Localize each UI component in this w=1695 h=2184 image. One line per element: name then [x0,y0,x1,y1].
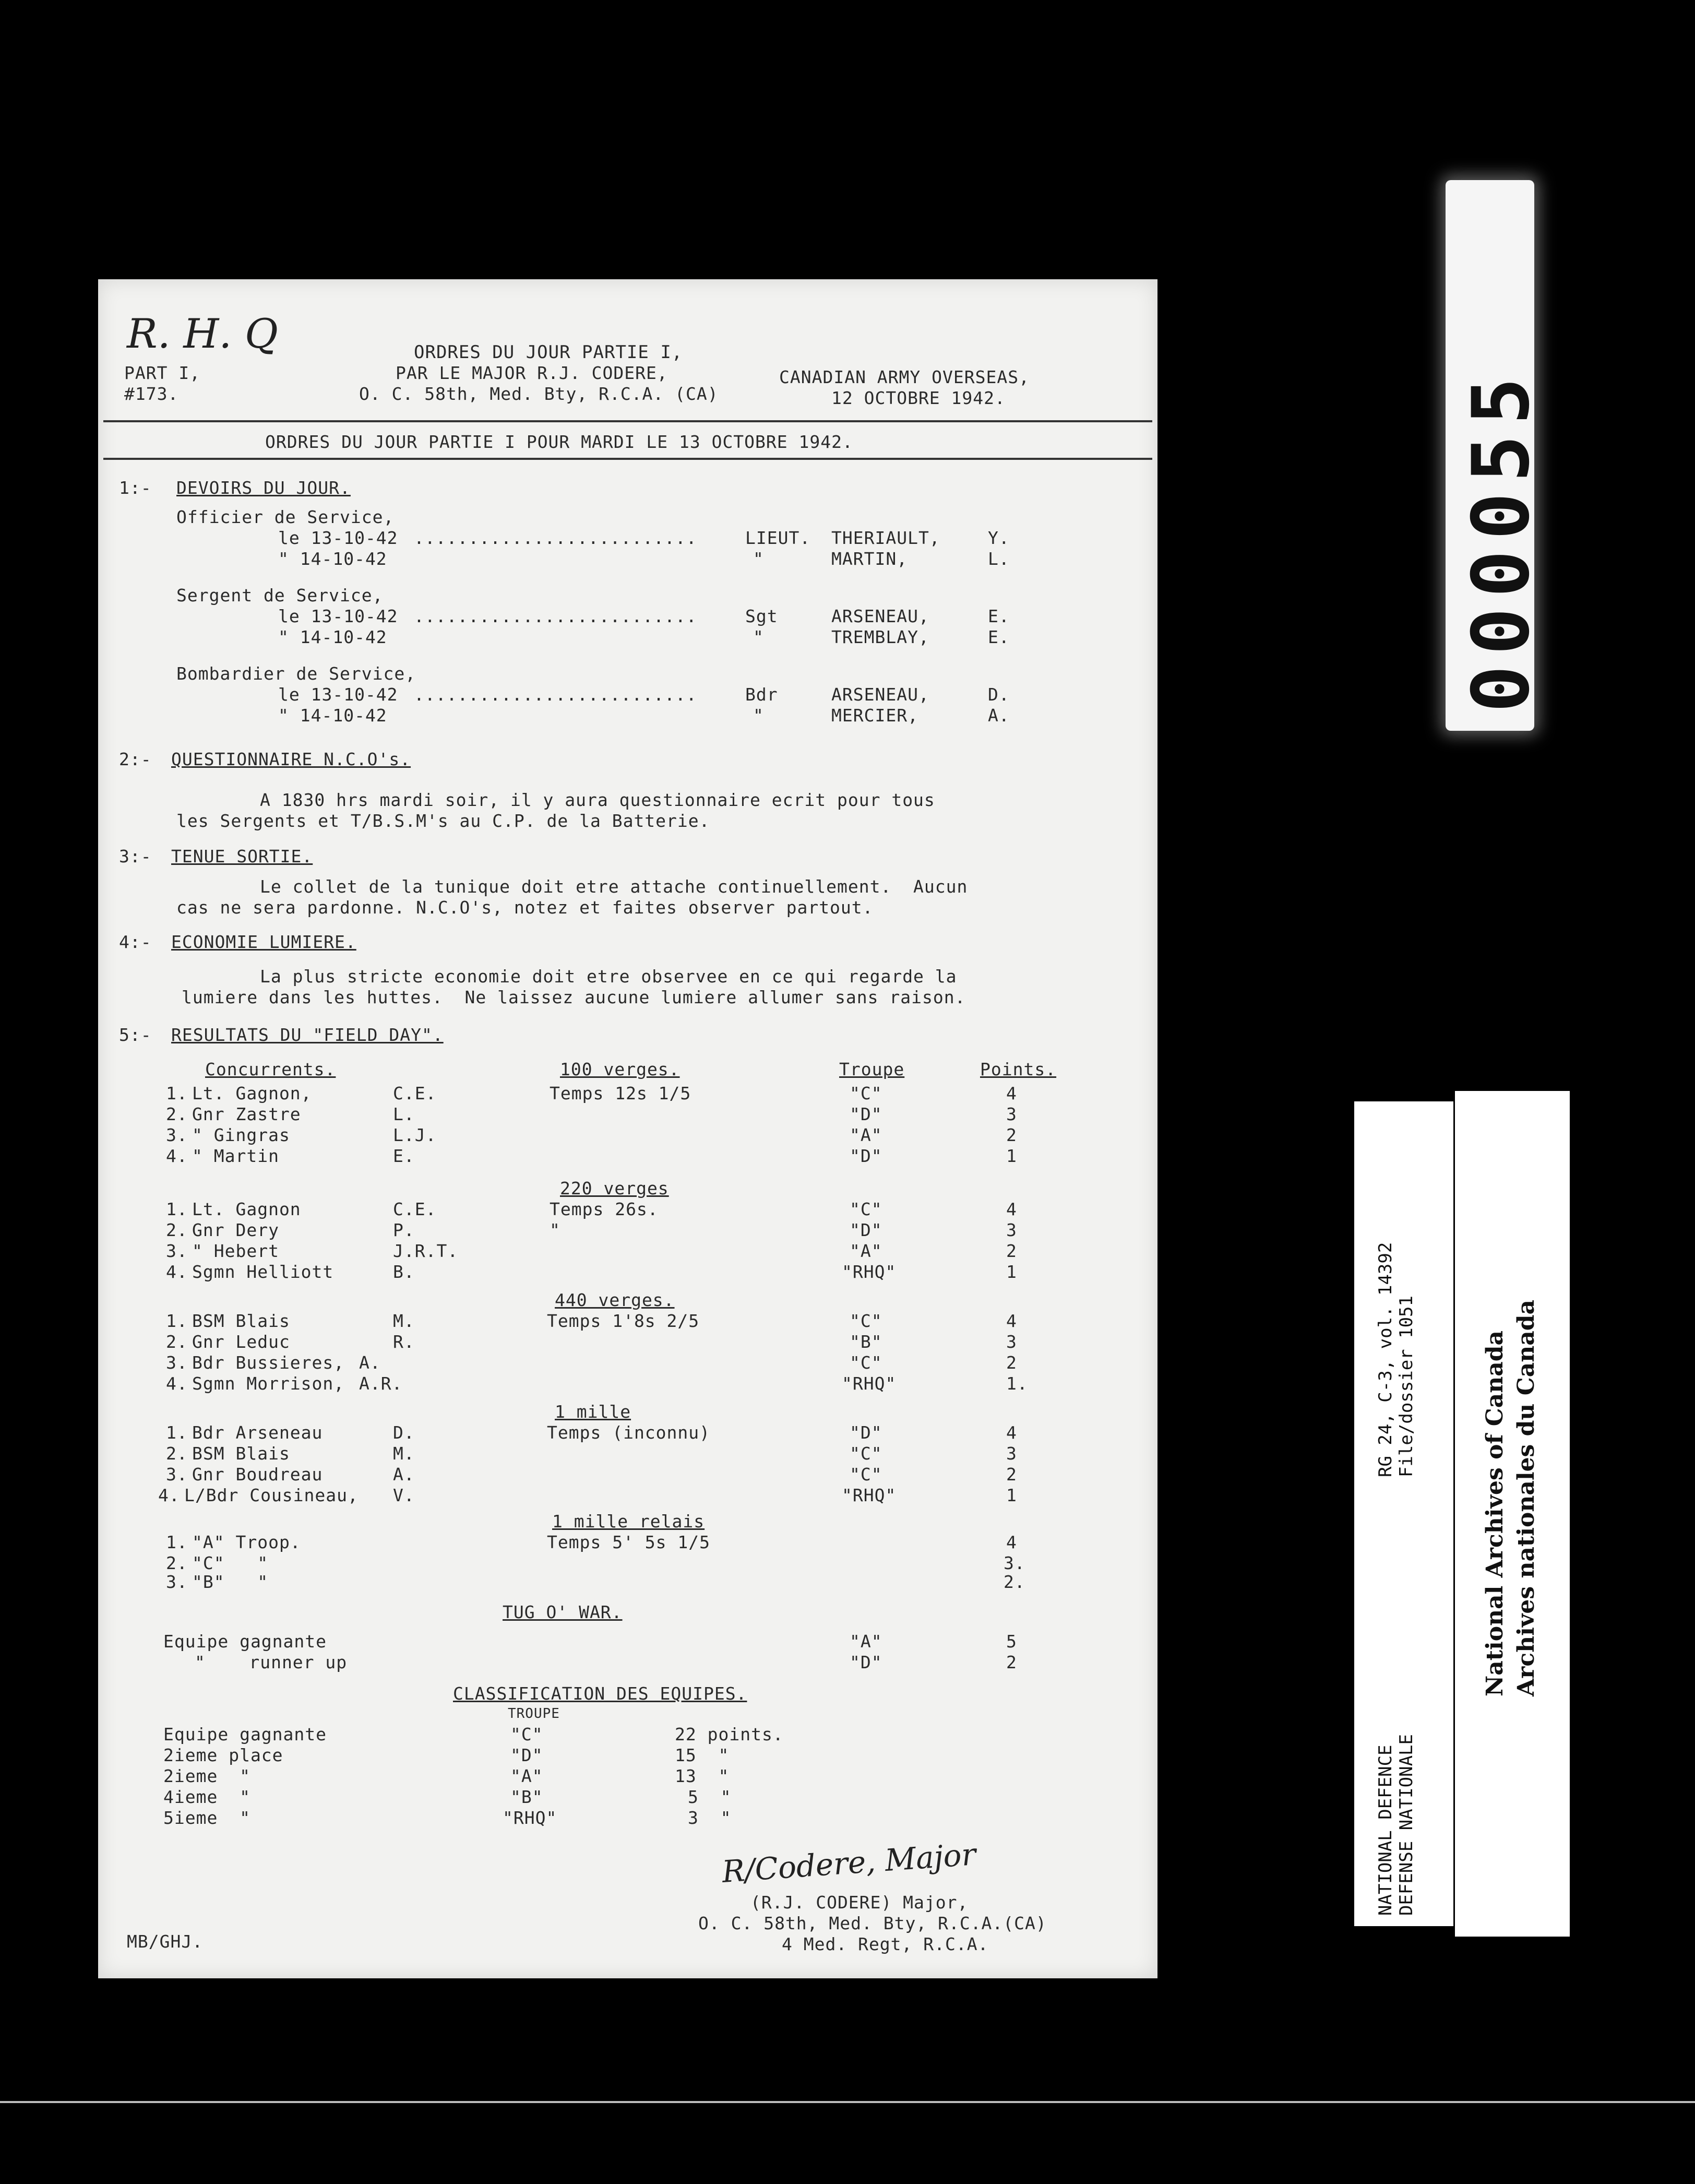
result-rank: 4. [166,1262,188,1282]
duty-group-title: Bombardier de Service, [176,663,416,684]
classification-troop: "B" [510,1787,543,1807]
duty-initial: E. [988,627,1010,647]
classification-troop: "RHQ" [503,1808,557,1828]
archives-name-fr: Archives nationales du Canada [1513,1299,1539,1696]
result-points: 3 [1006,1332,1017,1352]
result-initials: A.R. [359,1373,403,1394]
classification-label: 4ieme " [163,1787,250,1807]
date-line: 12 OCTOBRE 1942. [831,388,1006,408]
classification-label: Equipe gagnante [163,1724,327,1744]
result-rank: 3. [166,1464,188,1485]
column-header-points: Points. [980,1059,1057,1079]
section-3-heading: TENUE SORTIE. [171,846,313,867]
classification-points: 22 points. [675,1724,784,1744]
classification-points: 15 " [675,1745,730,1765]
place-line: CANADIAN ARMY OVERSEAS, [779,367,1030,387]
result-name: " Hebert [192,1241,279,1261]
result-initials: C.E. [393,1083,437,1103]
result-name: Bdr Arseneau [192,1422,323,1443]
result-rank: 4. [158,1485,180,1505]
header-rule-bottom [103,458,1152,460]
result-points: 2 [1006,1464,1017,1485]
result-initials: M. [393,1311,415,1331]
duty-initial: L. [988,549,1010,569]
result-troop: "A" [850,1125,882,1145]
duty-initial: E. [988,606,1010,626]
duty-rank: Bdr [745,684,778,705]
classification-troop: "D" [510,1745,543,1765]
result-troop: "RHQ" [842,1373,897,1394]
column-header-troop: Troupe [839,1059,905,1079]
event-title: 100 verges. [560,1059,680,1079]
paragraph-line: La plus stricte economie doit etre observee en ce qui regarde la [260,966,957,987]
result-name: Bdr Bussieres, [192,1352,345,1373]
event-time: Temps 5' 5s 1/5 [547,1532,711,1552]
duty-date: " 14-10-42 [278,627,387,647]
event-time-ditto: " [550,1220,560,1240]
handwritten-tag: R. H. Q [127,311,278,358]
result-name: Lt. Gagnon [192,1199,301,1219]
document-subtitle: ORDRES DU JOUR PARTIE I POUR MARDI LE 13 OCTOBRE 1942. [265,432,853,452]
duty-name: THERIAULT, [831,528,940,548]
frame-number-label [1446,180,1547,731]
result-initials: A. [359,1352,381,1373]
archives-name-en: National Archives of Canada [1482,1330,1508,1696]
result-points: 4 [1006,1311,1017,1331]
result-name: Sgmn Morrison, [192,1373,345,1394]
result-points: 1 [1006,1262,1017,1282]
classification-label: 2ieme " [163,1766,250,1786]
section-3-number: 3:- [119,846,152,867]
result-points: 3. [1004,1553,1025,1573]
result-points: 2 [1006,1352,1017,1373]
result-troop: "D" [850,1104,882,1124]
result-rank: 1. [166,1532,188,1552]
paragraph-line: Le collet de la tunique doit etre attache continuellement. Aucun [260,876,968,897]
result-troop: "B" [850,1332,882,1352]
department-line: NATIONAL DEFENCE [1375,1744,1396,1916]
duty-name: ARSENEAU, [831,684,929,705]
result-initials: C.E. [393,1199,437,1219]
result-rank: 2. [166,1332,188,1352]
duty-rank: " [753,705,764,726]
duty-rank: " [753,627,764,647]
result-initials: R. [393,1332,415,1352]
section-1-number: 1:- [119,478,152,498]
result-name: Gnr Boudreau [192,1464,323,1485]
result-initials: A. [393,1464,415,1485]
section-4-number: 4:- [119,932,152,952]
tug-troop: "A" [850,1631,882,1652]
classification-points: 5 " [688,1787,732,1807]
duty-date: " 14-10-42 [278,549,387,569]
result-rank: 3. [166,1572,188,1592]
event-title: 1 mille relais [552,1511,705,1532]
result-initials: M. [393,1443,415,1464]
classification-troop-header: TROUPE [508,1706,560,1722]
tug-points: 5 [1006,1631,1017,1652]
result-rank: 2. [166,1553,188,1573]
result-name: " Gingras [192,1125,290,1145]
header-rule-top [103,420,1152,422]
classification-points: 13 " [675,1766,730,1786]
order-number: #173. [124,384,179,404]
result-troop: "C" [850,1352,882,1373]
result-name: BSM Blais [192,1443,290,1464]
paragraph-line: lumiere dans les huttes. Ne laissez aucune lumiere allumer sans raison. [182,987,966,1007]
event-title: 220 verges [560,1178,669,1198]
duty-dots: .......................... [414,684,697,705]
signature-unit: O. C. 58th, Med. Bty, R.C.A.(CA) [698,1913,1047,1933]
tug-points: 2 [1006,1652,1017,1672]
result-rank: 4. [166,1373,188,1394]
result-name: "B" " [192,1572,269,1592]
result-name: L/Bdr Cousineau, [184,1485,359,1505]
duty-group-title: Officier de Service, [176,507,395,527]
result-rank: 1. [166,1422,188,1443]
result-initials: D. [393,1422,415,1443]
result-name: BSM Blais [192,1311,290,1331]
handwritten-signature: R/Codere, Major [721,1836,977,1890]
result-rank: 3. [166,1241,188,1261]
document-title: ORDRES DU JOUR PARTIE I, [414,342,683,363]
result-points: 3 [1006,1220,1017,1240]
result-initials: L.J. [393,1125,437,1145]
result-troop: "RHQ" [842,1485,897,1505]
section-4-heading: ECONOMIE LUMIERE. [171,932,356,952]
tug-label: Equipe gagnante [163,1631,327,1652]
result-rank: 2. [166,1443,188,1464]
paragraph-line: les Sergents et T/B.S.M's au C.P. de la Batterie. [176,811,710,831]
part-label: PART I, [124,363,201,383]
duty-rank: Sgt [745,606,778,626]
duty-group-title: Sergent de Service, [176,585,384,606]
result-rank: 1. [166,1083,188,1103]
result-rank: 1. [166,1199,188,1219]
result-points: 4 [1006,1083,1017,1103]
result-name: Gnr Leduc [192,1332,290,1352]
result-rank: 4. [166,1146,188,1166]
paragraph-line: A 1830 hrs mardi soir, il y aura questionnaire ecrit pour tous [260,790,935,810]
classification-title: CLASSIFICATION DES EQUIPES. [453,1683,747,1704]
result-rank: 1. [166,1311,188,1331]
duty-name: MARTIN, [831,549,908,569]
result-troop: "A" [850,1241,882,1261]
result-rank: 3. [166,1352,188,1373]
duty-initial: A. [988,705,1010,726]
section-5-number: 5:- [119,1025,152,1045]
section-2-number: 2:- [119,749,152,769]
duty-initial: Y. [988,528,1010,548]
classification-label: 5ieme " [163,1808,250,1828]
event-time: Temps 1'8s 2/5 [547,1311,700,1331]
result-troop: "C" [850,1199,882,1219]
result-rank: 2. [166,1220,188,1240]
duty-date: " 14-10-42 [278,705,387,726]
classification-label: 2ieme place [163,1745,283,1765]
result-initials: L. [393,1104,415,1124]
event-title: 1 mille [555,1402,631,1422]
result-points: 1 [1006,1485,1017,1505]
result-points: 2 [1006,1241,1017,1261]
result-name: Sgmn Helliott [192,1262,334,1282]
duty-date: le 13-10-42 [278,684,398,705]
result-name: " Martin [192,1146,279,1166]
signature-name: (R.J. CODERE) Major, [750,1892,969,1913]
by-line: PAR LE MAJOR R.J. CODERE, [396,363,668,383]
result-points: 2. [1004,1572,1025,1592]
result-name: Gnr Zastre [192,1104,301,1124]
tug-troop: "D" [850,1652,882,1672]
result-points: 3 [1006,1104,1017,1124]
section-5-heading: RESULTATS DU "FIELD DAY". [171,1025,444,1045]
result-troop: "D" [850,1422,882,1443]
department-line: DEFENSE NATIONALE [1396,1734,1417,1916]
duty-rank: LIEUT. [745,528,811,548]
result-troop: "RHQ" [842,1262,897,1282]
result-points: 4 [1006,1199,1017,1219]
duty-dots: .......................... [414,606,697,626]
signature-regiment: 4 Med. Regt, R.C.A. [782,1934,989,1954]
result-points: 1. [1006,1373,1028,1394]
column-header-competitors: Concurrents. [205,1059,336,1079]
result-initials: V. [393,1485,415,1505]
duty-rank: " [753,549,764,569]
result-troop: "C" [850,1443,882,1464]
classification-troop: "C" [510,1724,543,1744]
result-troop: "C" [850,1083,882,1103]
duty-name: TREMBLAY, [831,627,929,647]
result-points: 4 [1006,1532,1017,1552]
event-time: Temps 26s. [550,1199,659,1219]
result-troop: "D" [850,1220,882,1240]
film-edge-line [0,2101,1695,2103]
duty-date: le 13-10-42 [278,606,398,626]
event-time: Temps (inconnu) [547,1422,711,1443]
result-rank: 3. [166,1125,188,1145]
paragraph-line: cas ne sera pardonne. N.C.O's, notez et faites observer partout. [176,897,874,918]
result-points: 3 [1006,1443,1017,1464]
duty-name: ARSENEAU, [831,606,929,626]
event-title: 440 verges. [555,1290,675,1310]
result-rank: 2. [166,1104,188,1124]
archives-stamp [1455,1091,1570,1937]
document-page [98,279,1157,1978]
unit-line: O. C. 58th, Med. Bty, R.C.A. (CA) [359,384,719,404]
duty-date: le 13-10-42 [278,528,398,548]
duty-dots: .......................... [414,528,697,548]
result-initials: B. [393,1262,415,1282]
tug-label: " runner up [195,1652,348,1672]
result-name: "C" " [192,1553,269,1573]
archive-reference-strip [1354,1101,1453,1926]
archive-reference-line: File/dossier 1051 [1396,1296,1417,1477]
classification-points: 3 " [688,1808,732,1828]
frame-number: 000055 [1456,367,1547,713]
tug-of-war-title: TUG O' WAR. [503,1602,623,1622]
result-initials: P. [393,1220,415,1240]
result-name: Lt. Gagnon, [192,1083,312,1103]
section-1-heading: DEVOIRS DU JOUR. [176,478,351,498]
event-time: Temps 12s 1/5 [550,1083,691,1103]
result-name: Gnr Dery [192,1220,279,1240]
duty-initial: D. [988,684,1010,705]
result-troop: "D" [850,1146,882,1166]
section-2-heading: QUESTIONNAIRE N.C.O's. [171,749,411,769]
archive-reference-line: RG 24, C-3, vol. 14392 [1375,1242,1396,1477]
result-points: 1 [1006,1146,1017,1166]
result-name: "A" Troop. [192,1532,301,1552]
typist-initials: MB/GHJ. [127,1931,204,1952]
result-points: 2 [1006,1125,1017,1145]
duty-name: MERCIER, [831,705,918,726]
classification-troop: "A" [510,1766,543,1786]
result-initials: E. [393,1146,415,1166]
result-troop: "C" [850,1464,882,1485]
result-points: 4 [1006,1422,1017,1443]
result-troop: "C" [850,1311,882,1331]
result-initials: J.R.T. [393,1241,459,1261]
